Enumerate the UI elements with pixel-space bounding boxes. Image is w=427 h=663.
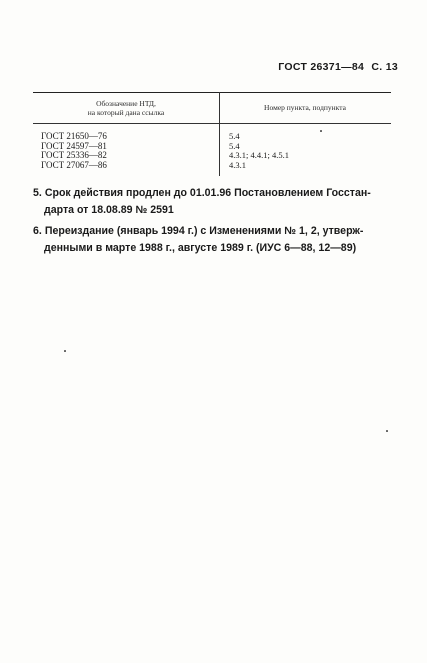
- table-header-rule: [33, 123, 391, 124]
- clause-cell: 4.3.1: [229, 159, 246, 170]
- column-header-document-line1: Обозначение НТД,: [96, 99, 156, 108]
- column-header-document-line2: на который дана ссылка: [87, 108, 165, 117]
- page-number: С. 13: [371, 61, 398, 73]
- paragraph-6-line2: денными в марте 1988 г., августе 1989 г. (ИУС 6—88, 12—89): [44, 241, 357, 254]
- paragraph-5-line1: Срок действия продлен до 01.01.96 Постановлением Госстан-: [44, 187, 371, 199]
- table-row: [33, 161, 391, 171]
- column-header-clause: Номер пункта, подпункта: [264, 103, 346, 112]
- clause-cell: 5.4: [229, 131, 240, 141]
- paragraph-5-number: 5.: [33, 187, 42, 199]
- paragraph-5-line2: дарта от 18.08.89 № 2591: [44, 203, 174, 216]
- clause-cell: 4.3.1; 4.4.1; 4.5.1: [229, 150, 289, 160]
- document-cell: ГОСТ 24597—81: [41, 140, 107, 151]
- scan-speck: [320, 130, 322, 132]
- clause-cell: 5.4: [229, 140, 240, 151]
- paragraph-5: [33, 185, 393, 218]
- table-top-rule: [33, 92, 391, 93]
- paragraph-6-line1: Переиздание (январь 1994 г.) с Изменениями № 1, 2, утверж-: [44, 225, 364, 237]
- column-header-document: [33, 99, 219, 117]
- table-body: [33, 132, 391, 170]
- paragraph-6: [33, 223, 393, 256]
- running-head: [274, 61, 398, 73]
- standard-number: ГОСТ 26371—84: [278, 61, 365, 73]
- document-cell: ГОСТ 21650—76: [41, 131, 107, 141]
- document-cell: ГОСТ 25336—82: [41, 150, 107, 160]
- scan-speck: [386, 430, 388, 432]
- document-cell: ГОСТ 27067—86: [41, 159, 107, 170]
- paragraph-6-number: 6.: [33, 225, 42, 237]
- scan-speck: [64, 350, 66, 352]
